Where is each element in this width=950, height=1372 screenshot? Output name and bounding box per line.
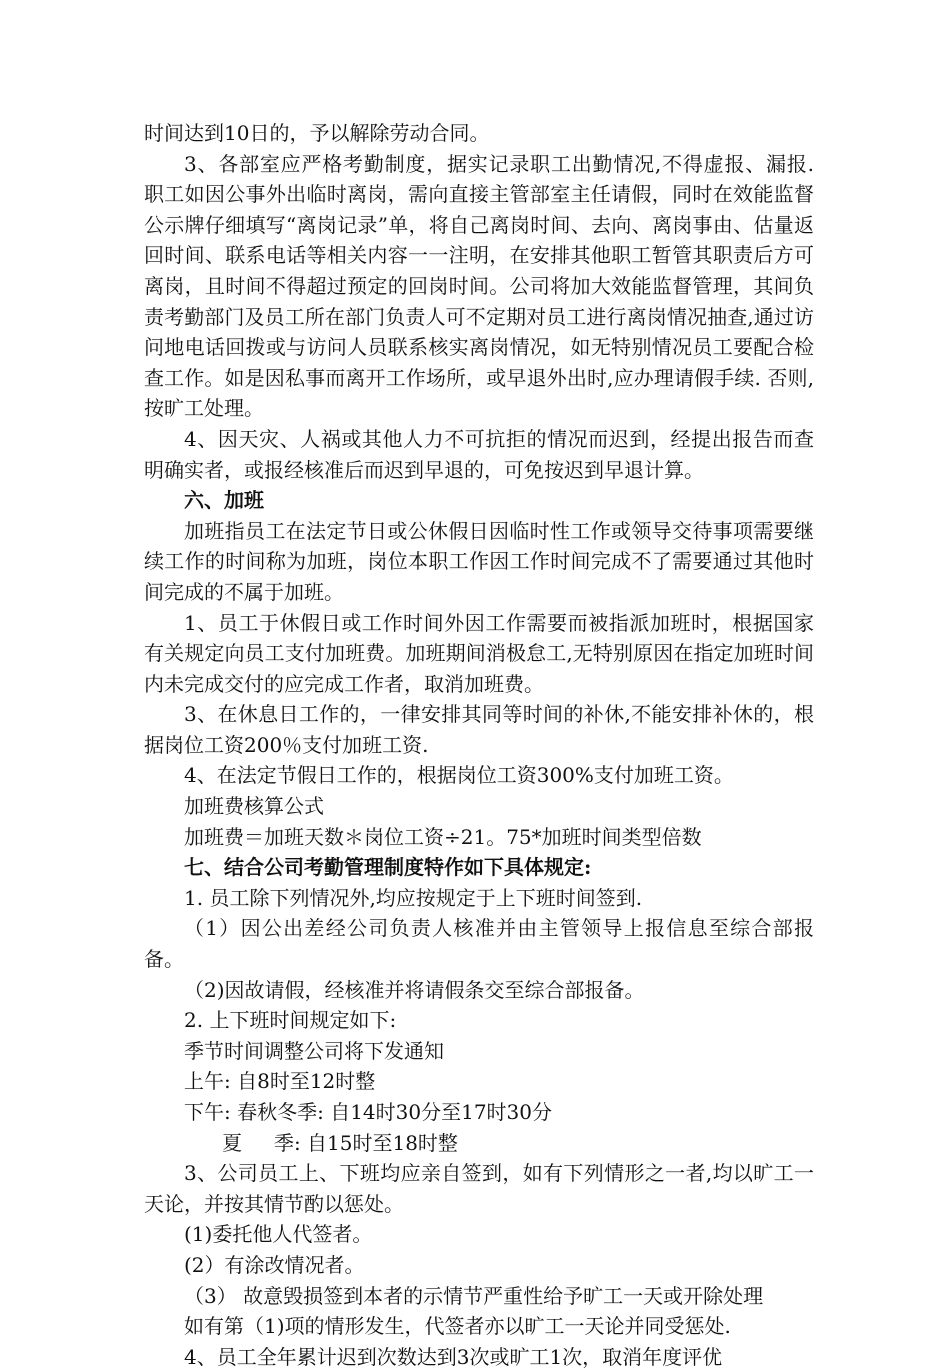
paragraph: 4、员工全年累计迟到次数达到3次或旷工1次，取消年度评优: [184, 1344, 723, 1369]
paragraph: 如有第（1)项的情形发生，代签者亦以旷工一天论并同受惩处.: [184, 1314, 731, 1339]
paragraph: 3、公司员工上、下班均应亲自签到，如有下列情形之一者,均以旷工一天论，并按其情节酌以惩处。: [144, 1161, 814, 1216]
paragraph: (2）有涂改情况者。: [184, 1252, 365, 1277]
paragraph: （1）因公出差经公司负责人核准并由主管领导上报信息至综合部报备。: [144, 916, 814, 972]
paragraph: （2)因故请假，经核准并将请假条交至综合部报备。: [184, 977, 645, 1002]
formula-line: 加班费＝加班天数＊岗位工资÷21。75*加班时间类型倍数: [184, 824, 702, 849]
schedule-line: 下午: 春秋冬季: 自14时30分至17时30分: [184, 1100, 552, 1124]
schedule-line: 上午: 自8时至12时整: [184, 1069, 376, 1094]
paragraph: 时间达到10日的，予以解除劳动合同。: [144, 121, 490, 145]
paragraph: 3、各部室应严格考勤制度，据实记录职工出勤情况,不得虚报、漏报. 职工如因公事外出临时离岗，需向直接主管部室主任请假，同时在效能监督公示牌仔细填写“离岗记录”单，将自己离岗时间、去向、离岗事由、估量返回时间、联系电话等相关内容一一注明，在安排其他职工暂管其职责后方可离岗，且时间不得超过预定的回岗时间。公司将加大效能监督管理，其间负责考勤部门及员工所在部门负责人可不定期对员工进行离岗情况抽查,通过访问地电话回拨或与访问人员联系核实离岗情况，如无特别情况员工要配合检查工作。如是因私事而离开工作场所，或早退外出时,应办理请假手续. 否则,按旷工处理。: [144, 151, 821, 421]
paragraph: 1. 员工除下列情况外,均应按规定于上下班时间签到.: [184, 885, 643, 910]
paragraph: 4、因天灾、人祸或其他人力不可抗拒的情况而迟到，经提出报告而查明确实者，或报经核准后而迟到早退的，可免按迟到早退计算。: [144, 426, 814, 482]
paragraph: (1)委托他人代签者。: [184, 1222, 373, 1247]
document-page: [144, 118, 821, 1372]
paragraph: （3） 故意毁损签到本者的示情节严重性给予旷工一天或开除处理: [184, 1283, 764, 1308]
paragraph: 4、在法定节假日工作的，根据岗位工资300%支付加班工资。: [184, 763, 734, 788]
section-heading: 六、加班: [184, 488, 264, 513]
section-heading: 七、结合公司考勤管理制度特作如下具体规定:: [184, 855, 592, 880]
paragraph: 季节时间调整公司将下发通知: [184, 1038, 444, 1063]
paragraph: 加班费核算公式: [184, 794, 324, 819]
paragraph: 3、在休息日工作的，一律安排其同等时间的补休,不能安排补休的，根据岗位工资200％支付加班工资.: [144, 702, 814, 757]
paragraph: 1、员工于休假日或工作时间外因工作需要而被指派加班时，根据国家有关规定向员工支付加班费。加班期间消极怠工,无特别原因在指定加班时间内未完成交付的应完成工作者，取消加班费。: [144, 610, 814, 696]
paragraph: 加班指员工在法定节日或公休假日因临时性工作或领导交待事项需要继续工作的时间称为加班，岗位本职工作因工作时间完成不了需要通过其他时间完成的不属于加班。: [144, 518, 814, 604]
paragraph: 2. 上下班时间规定如下:: [184, 1008, 397, 1033]
schedule-line: 夏 季: 自15时至18时整: [184, 1130, 458, 1155]
